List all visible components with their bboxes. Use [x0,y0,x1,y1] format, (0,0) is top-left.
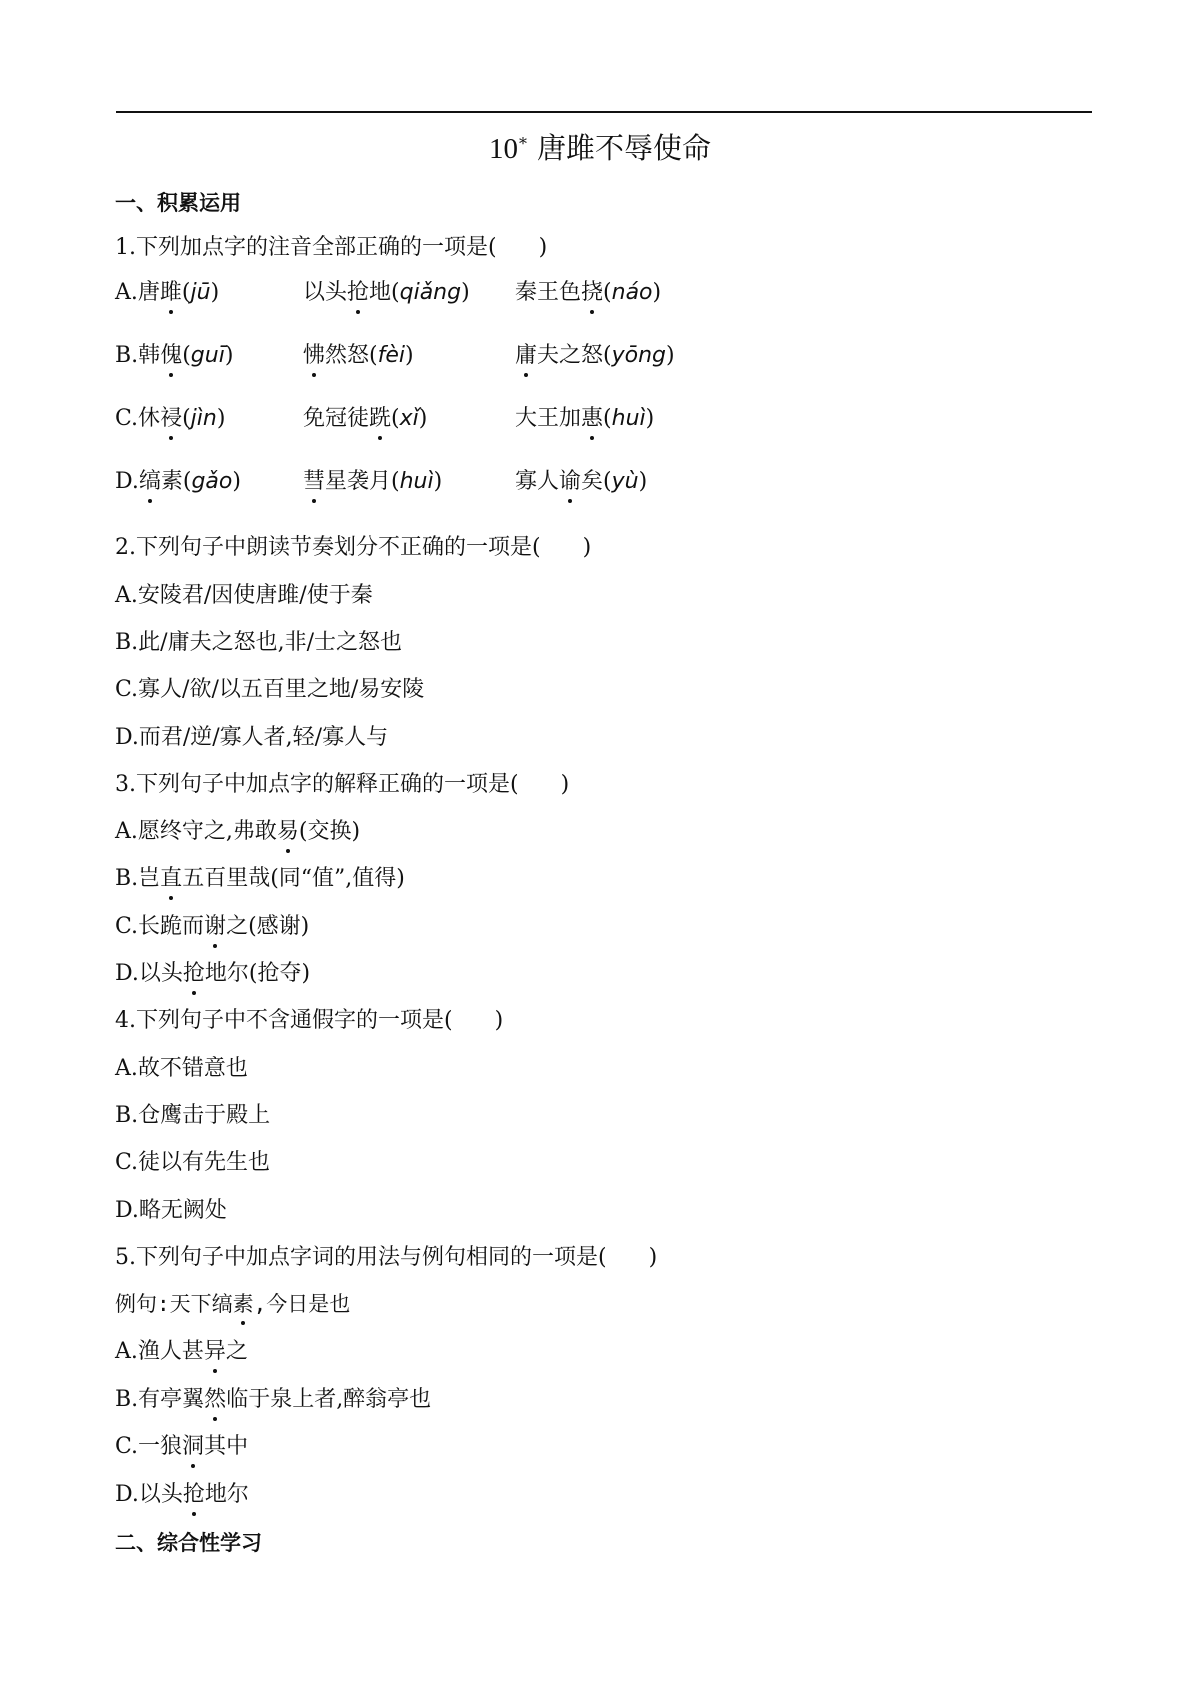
page-title [0,128,1200,169]
q1-d-item-3: 寡人谕矣(yù) [515,466,647,498]
q2-option-b: B.此/庸夫之怒也,非/士之怒也 [115,630,402,655]
q3-option-c: C.长跪而谢之(感谢) [115,911,309,943]
question-2-stem: 2.下列句子中朗读节奏划分不正确的一项是( ) [115,535,592,560]
q1-b-item-3: 庸夫之怒(yōng) [515,340,675,372]
lesson-number: 10 [488,133,518,165]
q4-option-c: C.徒以有先生也 [115,1150,271,1175]
q5-option-c: C.一狼洞其中 [115,1431,248,1463]
q1-a-item-1: A.唐雎(jū) [115,277,219,309]
q1-b-item-2: 怫然怒(fèi) [303,340,414,372]
q3-option-b: B.岂直五百里哉(同“值”,值得) [115,863,405,895]
q1-c-item-1: C.休祲(jìn) [115,403,225,435]
q5-option-d: D.以头抢地尔 [115,1479,249,1511]
q4-option-a: A.故不错意也 [115,1056,248,1081]
question-5-stem: 5.下列句子中加点字词的用法与例句相同的一项是( ) [115,1245,658,1270]
section-heading-1: 一、积累运用 [115,191,241,215]
q2-option-d: D.而君/逆/寡人者,轻/寡人与 [115,725,389,750]
question-4-stem: 4.下列句子中不含通假字的一项是( ) [115,1008,504,1033]
q3-option-a: A.愿终守之,弗敢易(交换) [115,816,360,848]
q3-option-d: D.以头抢地尔(抢夺) [115,958,310,990]
question-3-stem: 3.下列句子中加点字的解释正确的一项是( ) [115,772,570,797]
q1-c-item-2: 免冠徒跣(xǐ) [303,403,427,435]
q5-example: 例句:天下缟素,今日是也 [115,1288,350,1320]
optional-star: * [518,134,527,153]
q5-option-b: B.有亭翼然临于泉上者,醉翁亭也 [115,1384,431,1416]
q1-a-item-2: 以头抢地(qiǎng) [303,277,470,309]
q4-option-b: B.仓鹰击于殿上 [115,1103,271,1128]
q1-d-item-1: D.缟素(gǎo) [115,466,241,498]
q1-c-item-3: 大王加惠(huì) [515,403,654,435]
question-1-stem: 1.下列加点字的注音全部正确的一项是( ) [115,235,548,260]
q1-b-item-1: B.韩傀(guī) [115,340,233,372]
top-rule [116,111,1092,113]
q1-a-item-3: 秦王色挠(náo) [515,277,661,309]
q5-option-a: A.渔人甚异之 [115,1336,248,1368]
q2-option-c: C.寡人/欲/以五百里之地/易安陵 [115,677,425,702]
lesson-title: 唐雎不辱使命 [536,131,711,165]
q1-d-item-2: 彗星袭月(huì) [303,466,442,498]
q4-option-d: D.略无阙处 [115,1198,227,1223]
q2-option-a: A.安陵君/因使唐雎/使于秦 [115,583,373,608]
section-heading-2: 二、综合性学习 [115,1531,262,1555]
